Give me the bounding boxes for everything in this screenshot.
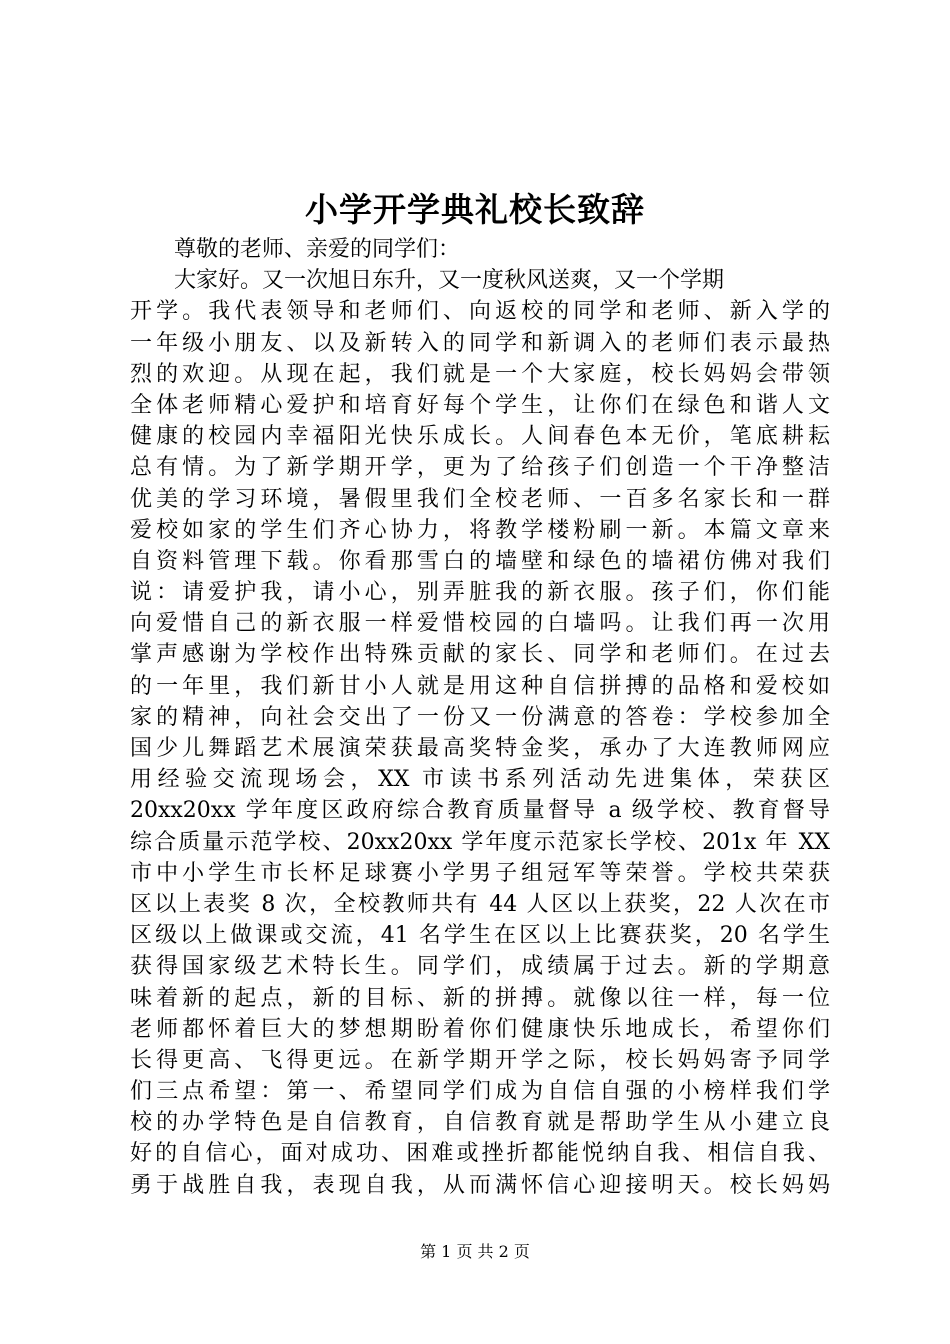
body-line: 老师都怀着巨大的梦想期盼着你们健康快乐地成长，希望你们 <box>130 1016 830 1042</box>
body-line: 20xx20xx 学年度区政府综合教育质量督导 a 级学校、教育督导 <box>130 798 830 824</box>
body-line: 综合质量示范学校、20xx20xx 学年度示范家长学校、201x 年 XX <box>130 829 830 855</box>
body-line: 烈的欢迎。从现在起，我们就是一个大家庭，校长妈妈会带领 <box>130 361 830 387</box>
body-line: 国少儿舞蹈艺术展演荣获最高奖特金奖，承办了大连教师网应 <box>130 736 830 761</box>
body-line: 勇于战胜自我，表现自我，从而满怀信心迎接明天。校长妈妈 <box>130 1172 830 1198</box>
body-line: 味着新的起点，新的目标、新的拼搏。就像以往一样，每一位 <box>130 985 830 1011</box>
body-line: 们三点希望：第一、希望同学们成为自信自强的小榜样我们学 <box>130 1079 830 1105</box>
body-line: 用经验交流现场会，XX 市读书系列活动先进集体，荣获区 <box>130 767 830 793</box>
body-line: 校的办学特色是自信教育，自信教育就是帮助学生从小建立良 <box>130 1110 830 1136</box>
body-line: 全体老师精心爱护和培育好每个学生，让你们在绿色和谐人文 <box>130 392 830 418</box>
body-line: 区级以上做课或交流，41 名学生在区以上比赛获奖，20 名学生 <box>130 923 830 949</box>
body-line: 总有情。为了新学期开学，更为了给孩子们创造一个干净整洁 <box>130 455 830 481</box>
body-line: 自资料管理下载。你看那雪白的墙壁和绿色的墙裙仿佛对我们 <box>130 548 830 574</box>
body-line: 获得国家级艺术特长生。同学们，成绩属于过去。新的学期意 <box>130 954 830 980</box>
body-line: 向爱惜自己的新衣服一样爱惜校园的白墙吗。让我们再一次用 <box>130 611 830 637</box>
body-line: 市中小学生市长杯足球赛小学男子组冠军等荣誉。学校共荣获 <box>130 860 830 886</box>
body-line: 健康的校园内幸福阳光快乐成长。人间春色本无价，笔底耕耘 <box>130 424 830 450</box>
document-body <box>130 234 830 1201</box>
body-line: 掌声感谢为学校作出特殊贡献的家长、同学和老师们。在过去 <box>130 642 830 668</box>
body-line: 优美的学习环境，暑假里我们全校老师、一百多名家长和一群 <box>130 486 830 512</box>
body-line: 一年级小朋友、以及新转入的同学和新调入的老师们表示最热 <box>130 330 830 356</box>
body-line: 爱校如家的学生们齐心协力，将教学楼粉刷一新。本篇文章来 <box>130 517 830 543</box>
body-line: 开学。我代表领导和老师们、向返校的同学和老师、新入学的 <box>130 299 830 325</box>
body-line: 的一年里，我们新甘小人就是用这种自信拼搏的品格和爱校如 <box>130 673 830 699</box>
body-line: 好的自信心，面对成功、困难或挫折都能悦纳自我、相信自我、 <box>130 1141 830 1167</box>
salutation-line: 尊敬的老师、亲爱的同学们： <box>174 237 461 262</box>
page-footer: 第 1 页 共 2 页 <box>420 1242 530 1261</box>
document-title: 小学开学典礼校长致辞 <box>305 190 645 229</box>
body-line: 说：请爱护我，请小心，别弄脏我的新衣服。孩子们，你们能 <box>130 580 830 606</box>
body-line: 区以上表奖 8 次，全校教师共有 44 人区以上获奖，22 人次在市 <box>130 891 830 917</box>
body-line: 大家好。又一次旭日东升，又一度秋风送爽，又一个学期 <box>174 268 725 294</box>
body-line: 长得更高、飞得更远。在新学期开学之际，校长妈妈寄予同学 <box>130 1047 830 1073</box>
body-line: 家的精神，向社会交出了一份又一份满意的答卷：学校参加全 <box>130 704 830 730</box>
